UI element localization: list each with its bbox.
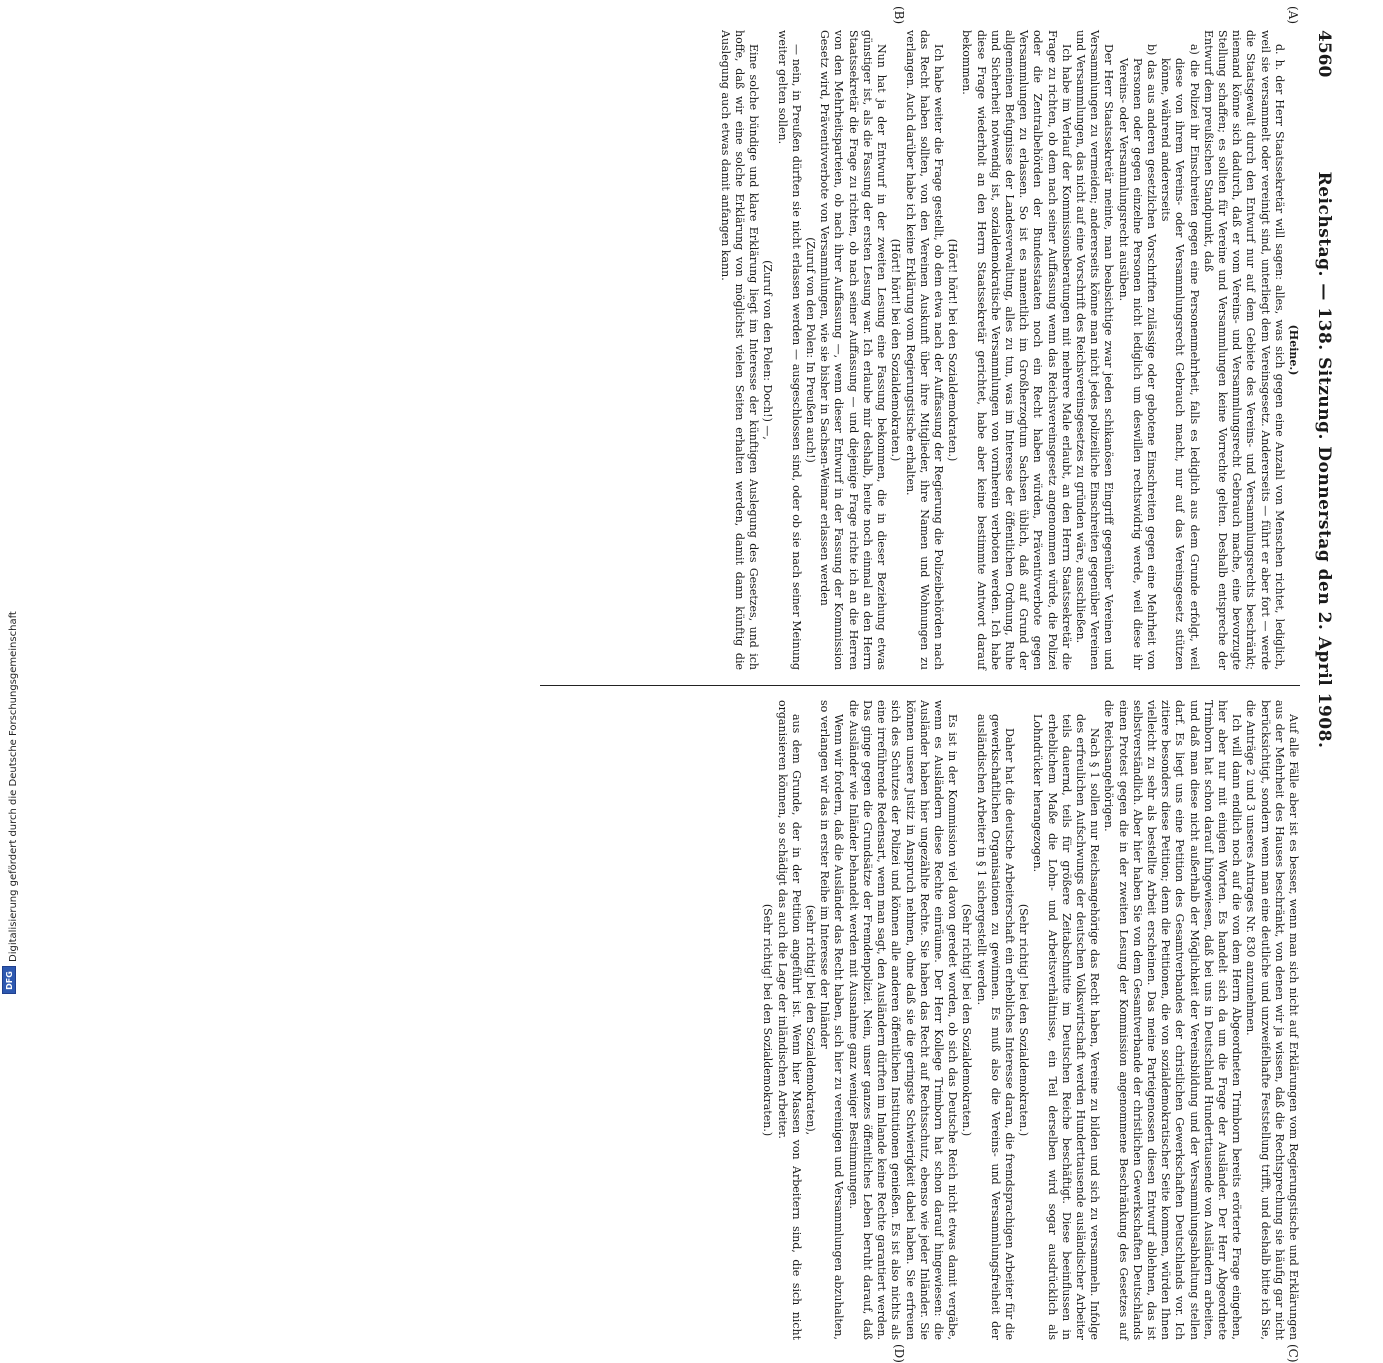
document-page (26, 6, 1336, 1363)
speaker-name: (Heine.) (1287, 324, 1300, 376)
interjection: (Hört! hört! bei den Sozialdemokraten.) (889, 238, 903, 462)
column-divider (540, 685, 1300, 686)
list-item: b) das aus anderen gesetzlichen Vorschriften zulässige oder gebotene Einschreiten gegen eine Mehrheit von Personen oder gegen einzelne Personen nicht lediglich um deswillen rechtswidrig werde, weil diese ihr Vereins- oder Versammlungsrecht ausüben. (1116, 44, 1158, 670)
interjection: (Sehr richtig! bei den Sozialdemokraten.) (960, 903, 974, 1137)
margin-marker-c: (C) (1286, 1344, 1300, 1363)
running-title: Reichstag. — 138. Sitzung. Donnerstag den 2. April 1908. (1314, 171, 1334, 749)
dfg-logo-icon: DFG (2, 966, 16, 994)
list-item: a) die Polizei ihr Einschreiten gegen eine Personenmehrheit, falls es lediglich aus dem Grunde erfolgt, weil diese von ihrem Vereins- oder Versammlungsrecht Gebrauch macht, nur auf das Vereinsgesetz stützen könne, während andererseits (1159, 44, 1201, 670)
quoted-petition: Daher hat die deutsche Arbeiterschaft ein erhebliches Interesse daran, die fremdsprachigen Arbeiter für die gewerkschaftlichen Organisationen zu gewinnen. Es muß also die Vereins- und Versammlungsfreiheit der ausländischen Arbeiter in § 1 sichergestellt werden. (974, 714, 1016, 1340)
paragraph: Ich habe im Verlauf der Kommissionsberatungen mit mehrere Male erlaubt, an den Herrn Staatssekretär die Frage zu richten, ob dem nach seiner Auffassung wenn das Reichsvereinsgesetz angenommen würde, die Polizei oder die Zentralbehörden der Bundesstaaten noch ein Recht haben würden, Präventivverbote gegen Versammlungen zu erlassen. So ist es namentlich im Großherzogtum Sachsen üblich, daß auf Grund der allgemeinen Befugnisse der Landesverwaltung, alles zu tun, was im Interesse der öffentlichen Ordnung, Ruhe und Sicherheit notwendig ist, sozialdemokratische Versammlungen von vornherein verboten werden. Ich habe diese Frage wiederholt an den Herrn Staatssekretär gerichtet, habe aber keine bestimmte Antwort darauf bekommen. (960, 30, 1073, 670)
page-number: 4560 (1314, 30, 1334, 78)
quoted-petition: Nach § 1 sollen nur Reichsangehörige das Recht haben, Vereine zu bilden und sich zu versammeln. Infolge des erfreulichen Aufschwungs der deutschen Volkswirtschaft werden Hunderttausende ausländischer Arbeiter teils dauernd, teils für größere Zeitabschnitte im Deutschen Reiche beschäftigt. Diese beeinflussen in erheblichem Maße die Lohn- und Arbeitsverhältnisse, ein Teil derselben wird sogar ausdrücklich als Lohndrücker herangezogen. (1031, 714, 1102, 1340)
paragraph: Der Herr Staatssekretär meinte, man beabsichtige zwar jeden schikanösen Eingriff gegenüber Vereinen und Versammlungen zu vermeiden; andererseits könne man nicht jedes polizeiliche Einschreiten gegenüber Vereinen und Versammlungen, das nicht auf eine Vorschrift des Reichsvereinsgesetzes zu gründen wäre, ausschließen. (1073, 30, 1116, 670)
paragraph: Es ist in der Kommission viel davon geredet worden, ob sich das Deutsche Reich nicht etwas damit vergäbe, wenn es Ausländern diese Rechte einräume. Der Herr Kollege Trimborn hat schon darauf hingewiesen: die Ausländer haben hier ungezählte Rechte. Sie haben das Recht auf Rechtsschutz, ebenso wie jeder Inländer. Sie können unsere Justiz in Anspruch nehmen, ohne daß sie die geringste Schwierigkeit dabei haben. Sie erfreuen sich des Schutzes der Polizei und können alle anderen öffentlichen Institutionen genießen. Es ist also nichts als eine irreführende Redensart, wenn man sagt, den Ausländern dürften im Inlande keine Rechte garantiert werden. Das ginge gegen die Grundsätze der Fremdenpolizei. Nein, unser ganzes öffentliches Leben beruht darauf, daß die Ausländer wie Inländer behandelt werden mit Ausnahme ganz weniger Bestimmungen. (846, 700, 960, 1340)
paragraph: — nein, in Preußen dürften sie nicht erlassen werden — ausgeschlossen sind, oder ob sie nach seiner Meinung weiter gelten sollen. (775, 30, 803, 670)
left-column (718, 30, 1300, 670)
paragraph: Ich will dann endlich noch auf die von dem Herrn Abgeordneten Trimborn bereits erörterte Frage eingehen, hier aber nur mit einigen Worten. Es handelt sich da um die Frage der Ausländer. Der Herr Abgeordnete Trimborn hat schon darauf hingewiesen, daß bei uns in Deutschland Hunderttausende von Ausländern arbeiten, und daß man diese nicht außerhalb der Möglichkeit der Vereinsbildung und der Versammlungsabhaltung stellen darf. Es liegt uns eine Petition des Gesamtverbandes der christlichen Gewerkschaften Deutschlands vor. Ich zitiere besonders diese Petition; denn die Petitionen, die von sozialdemokratischer Seite kommen, würden Ihnen vielleicht zu sehr als bestellte Arbeit erscheinen. Das meine Parteigenossen diesen Entwurf ablehnen, das ist selbstverständlich. Aber hier haben Sie von dem Gesamtverbande der christlichen Gewerkschaften Deutschlands einen Protest gegen die in der zweiten Lesung der Kommission angenommene Beschränkung des Gesetzes auf die Reichsangehörigen. (1102, 700, 1244, 1340)
interjection: (Zuruf von den Polen: In Preußen auch!) (804, 237, 818, 463)
margin-marker-b: (B) (892, 6, 906, 25)
right-column (760, 700, 1300, 1340)
interjection: (Hört! hört! bei den Sozialdemokraten.) (946, 238, 960, 462)
interjection: (Zuruf von den Polen: Doch!) —, (761, 260, 775, 440)
margin-marker-a: (A) (1286, 6, 1300, 25)
paragraph: Eine solche bündige und klare Erklärung liegt im Interesse der künftigen Auslegung des Gesetzes, und ich hoffe, daß wir eine solche Erklärung von möglichst vielen Seiten erhalten werden, damit dann künftig die Auslegung auch etwas damit anfangen kann. (718, 30, 761, 670)
side-note (8, 0, 26, 1000)
paragraph: Nun hat ja der Entwurf in der zweiten Lesung eine Fassung bekommen, die in dieser Beziehung etwas günstiger ist, als die Fassung der ersten Lesung war. Ich erlaube mir deshalb, heute noch einmal an den Herrn Staatssekretär die Frage zu richten, ob nach seiner Auffassung — und diejenige Frage richte ich an die Herren von den Mehrheitsparteien, ob nach ihrer Auffassung —, wenn dieser Entwurf in der Fassung der Kommission Gesetz wird, Präventivverbote von Versammlungen, wie sie bisher in Sachsen-Weimar erlassen werden (818, 30, 889, 670)
paragraph: Wenn wir fordern, daß die Ausländer das Recht haben, sich hier zu vereinigen und Versammlungen abzuhalten, so verlangen wir das in erster Reihe im Interesse der Inländer (818, 700, 846, 1340)
paragraph: d. h. der Herr Staatssekretär will sagen: alles, was sich gegen eine Anzahl von Menschen richtet, lediglich, weil sie versammelt oder vereinigt sind, unterliegt dem Vereinsgesetz. Andererseits — führt er aber fort — werde die Staatsgewalt durch den Entwurf nur auf dem Gebiete des Vereins- und Versammlungsrechts beschränkt; niemand könne sich dadurch, daß er vom Vereins- und Versammlungsrecht Gebrauch mache, eine bevorzugte Stellung schaffen; es sollten für Vereine und Versammlungen keine Vorrechte gelten. Deshalb entspreche der Entwurf dem preußischen Standpunkt, daß (1201, 30, 1286, 670)
paragraph: Ich habe weiter die Frage gestellt, ob dem etwa nach der Auffassung der Regierung die Polizeibehörden nach das Recht haben sollten, von den Vereinen Auskunft über ihre Mitglieder, ihre Namen und Wohnungen zu verlangen. Auch darüber habe ich keine Erklärung vom Regierungstische erhalten. (903, 30, 945, 670)
funding-note: Digitalisierung gefördert durch die Deutsche Forschungsgemeinschaft (8, 611, 19, 962)
interjection: (sehr richtig! bei den Sozialdemokraten), (804, 904, 818, 1136)
interjection: (Sehr richtig! bei den Sozialdemokraten.) (1017, 903, 1031, 1137)
margin-marker-d: (D) (892, 1344, 906, 1363)
interjection: (Sehr richtig! bei den Sozialdemokraten.) (761, 903, 775, 1137)
paragraph: Auf alle Fälle aber ist es besser, wenn man sich nicht auf Erklärungen vom Regierungstische und Erklärungen aus der Mehrheit des Hauses beschränkt, von denen wir ja wissen, daß die Rechtsprechung sie häufig gar nicht berücksichtigt, sondern wenn man eine deutliche und unzweifelhafte Feststellung trifft, und deshalb bitte ich Sie, die Anträge 2 und 3 unseres Antrages Nr. 830 anzunehmen. (1244, 700, 1300, 1340)
paragraph: aus dem Grunde, der in der Petition angeführt ist. Wenn hier Massen von Arbeitern sind, die sich nicht organisieren können, so schädigt das auch die Lage der inländischen Arbeiter. (775, 700, 803, 1340)
page-header (1308, 30, 1336, 890)
